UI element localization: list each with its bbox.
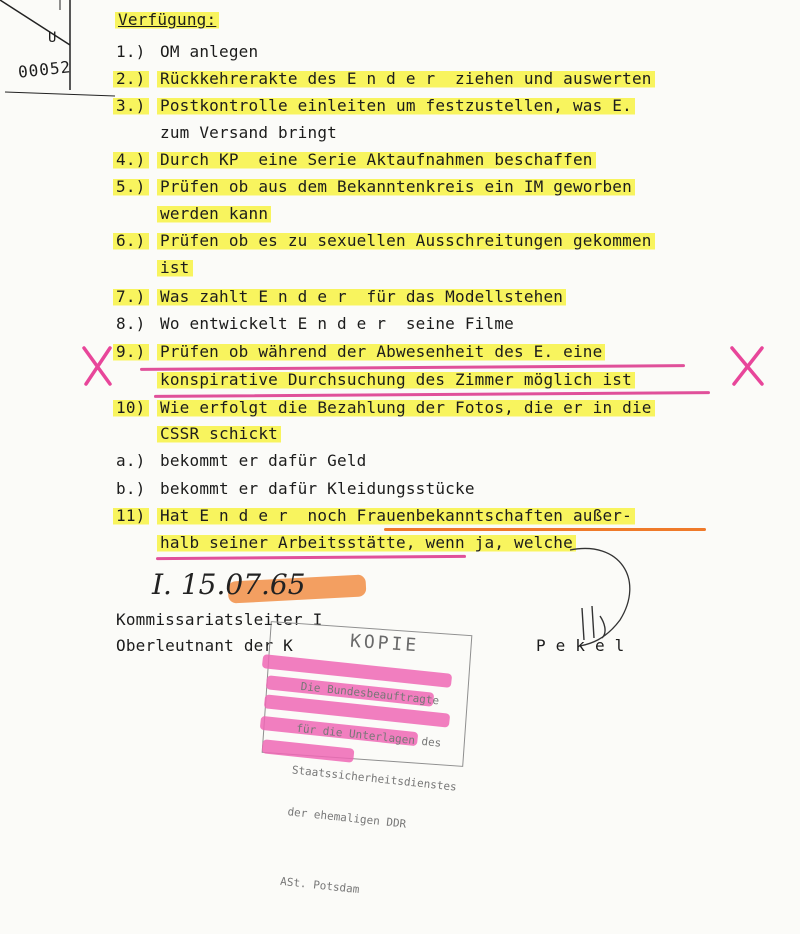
list-item-number: b.) — [116, 479, 146, 498]
kopie-stamp-label: KOPIE — [349, 630, 420, 657]
list-item-text: bekommt er dafür Kleidungsstücke — [160, 479, 475, 498]
x-mark-right — [728, 344, 768, 388]
document-heading: Verfügung: — [115, 10, 219, 30]
list-item-number: 3.) — [113, 96, 149, 116]
list-item-number: 9.) — [113, 342, 149, 362]
pink-underline — [154, 391, 710, 398]
list-item-text: Wo entwickelt E n d e r seine Filme — [160, 314, 514, 333]
handwritten-date: I. 15.07.65 — [152, 568, 306, 601]
list-item-number: 4.) — [113, 150, 149, 170]
list-item-number: 8.) — [116, 314, 146, 333]
list-item-text: Prüfen ob aus dem Bekanntenkreis ein IM geworben — [157, 177, 635, 197]
signature-title: Kommissariatsleiter I — [116, 610, 323, 629]
kopie-stamp-text — [277, 652, 469, 934]
list-item-number: a.) — [116, 451, 146, 470]
list-item-number: 2.) — [113, 69, 149, 89]
list-item-text: Rückkehrerakte des E n d e r ziehen und auswerten — [157, 69, 655, 89]
list-item-text: ist — [157, 258, 193, 278]
list-item-text: Prüfen ob es zu sexuellen Ausschreitungen gekommen — [157, 231, 655, 251]
list-item-text: zum Versand bringt — [160, 123, 337, 142]
list-item-text: Hat E n d e r noch Frauenbekanntschaften außer- — [157, 506, 635, 526]
list-item-text: werden kann — [157, 204, 271, 224]
list-item-text: bekommt er dafür Geld — [160, 451, 367, 470]
list-item-text: CSSR schickt — [157, 424, 281, 444]
stamp-line: für die Unterlagen des — [295, 721, 442, 750]
list-item-number: 10) — [113, 398, 149, 418]
orange-underline — [384, 528, 706, 531]
x-mark-left — [80, 344, 116, 388]
stamp-line: ASt. Potsdam — [279, 874, 360, 897]
list-item-text: Wie erfolgt die Bezahlung der Fotos, die er in die — [157, 398, 655, 418]
list-item-text: Postkontrolle einleiten um festzustellen, was E. — [157, 96, 635, 116]
list-item-number: 5.) — [113, 177, 149, 197]
signature-name: P e k e l — [536, 636, 625, 655]
list-item-text: Was zahlt E n d e r für das Modellstehen — [157, 287, 566, 307]
list-item-text: Durch KP eine Serie Aktaufnahmen beschaffen — [157, 150, 596, 170]
corner-stamp-frame — [0, 0, 120, 100]
list-item-text: konspirative Durchsuchung des Zimmer möglich ist — [157, 370, 635, 390]
corner-stamp-letter: U — [48, 30, 57, 46]
list-item-number: 11) — [113, 506, 149, 526]
list-item-number: 1.) — [116, 42, 146, 61]
list-item-number: 7.) — [113, 287, 149, 307]
stamp-line: Staatssicherheitsdienstes — [291, 763, 458, 794]
stamp-line: der ehemaligen DDR — [286, 805, 407, 831]
stamp-line — [284, 847, 449, 864]
signature-rank: Oberleutnant der K — [116, 636, 293, 655]
list-item-number: 6.) — [113, 231, 149, 251]
handwritten-signature — [574, 604, 614, 644]
list-item-text: Prüfen ob während der Abwesenheit des E. eine — [157, 342, 605, 362]
list-item-text: OM anlegen — [160, 42, 259, 61]
pink-underline — [156, 555, 466, 560]
stamp-line: Die Bundesbeauftragte — [300, 679, 440, 708]
corner-stamp-number: 00052 — [17, 57, 73, 82]
list-item-text: halb seiner Arbeitsstätte, wenn ja, welche — [157, 533, 576, 553]
